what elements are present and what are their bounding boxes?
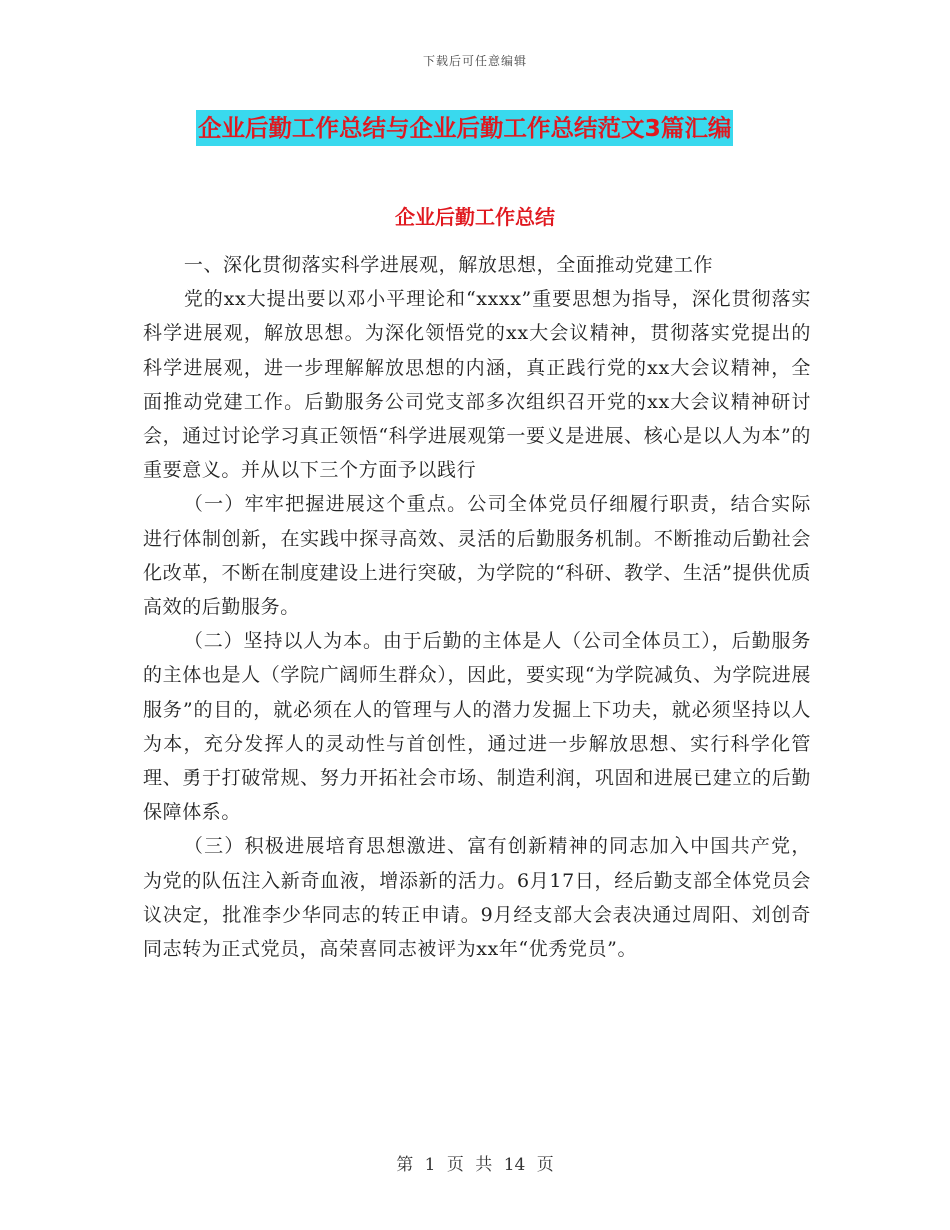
paragraph: 党的xx大提出要以邓小平理论和“xxxx”重要思想为指导，深化贯彻落实科学进展观，解放思想。为深化领悟党的xx大会议精神，贯彻落实党提出的科学进展观，进一步理解解放思想的内涵，真正践行党的xx大会议精神，全面推动党建工作。后勤服务公司党支部多次组织召开党的xx大会议精神研讨会，通过讨论学习真正领悟“科学进展观第一要义是进展、核心是以人为本”的重要意义。并从以下三个方面予以践行 (143, 288, 811, 482)
paragraph: （三）积极进展培育思想激进、富有创新精神的同志加入中国共产党，为党的队伍注入新奇血液，增添新的活力。6月17日，经后勤支部全体党员会议决定，批准李少华同志的转正申请。9月经支部大会表决通过周阳、刘创奇同志转为正式党员，高荣喜同志被评为xx年“优秀党员”。 (143, 835, 811, 961)
section-title: 企业后勤工作总结 (395, 205, 555, 229)
document-title: 企业后勤工作总结与企业后勤工作总结范文3篇汇编 (196, 110, 733, 146)
paragraph: （二）坚持以人为本。由于后勤的主体是人（公司全体员工），后勤服务的主体也是人（学院广阔师生群众），因此，要实现“为学院减负、为学院进展服务”的目的，就必须在人的管理与人的潜力发掘上下功夫，就必须坚持以人为本，充分发挥人的灵动性与首创性，通过进一步解放思想、实行科学化管理、勇于打破常规、努力开拓社会市场、制造利润，巩固和进展已建立的后勤保障体系。 (143, 630, 811, 824)
header-note: 下载后可任意编辑 (422, 54, 527, 68)
paragraph-heading: 一、深化贯彻落实科学进展观，解放思想，全面推动党建工作 (183, 254, 714, 276)
paragraph: （一）牢牢把握进展这个重点。公司全体党员仔细履行职责，结合实际进行体制创新，在实践中探寻高效、灵活的后勤服务机制。不断推动后勤社会化改革，不断在制度建设上进行突破，为学院的“科研、教学、生活”提供优质高效的后勤服务。 (143, 493, 811, 619)
document-body (143, 248, 811, 966)
page-number-footer: 第 1 页 共 14 页 (396, 1155, 554, 1175)
